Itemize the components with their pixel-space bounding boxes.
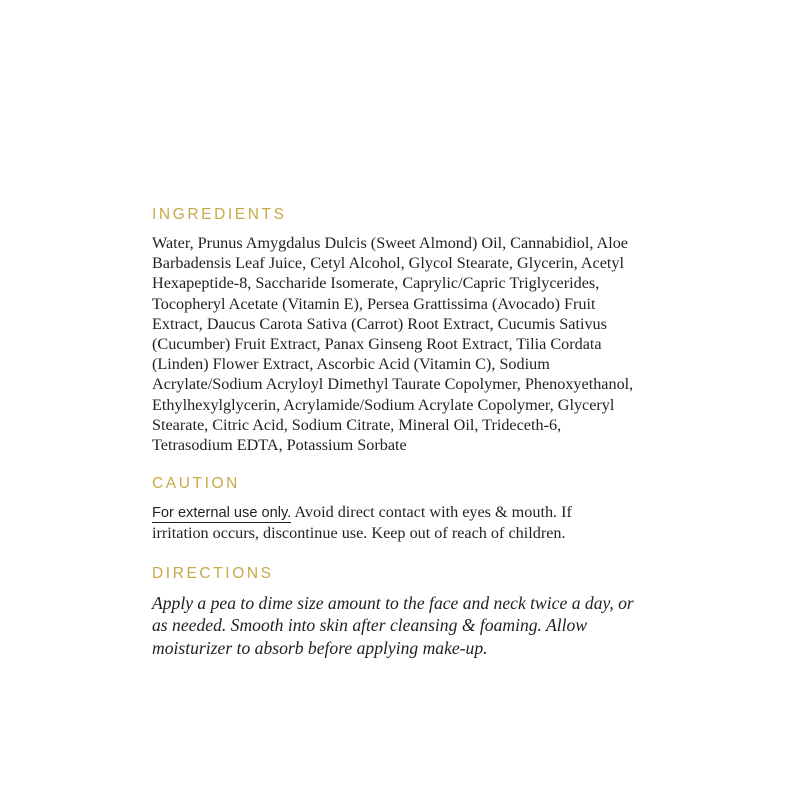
ingredients-section xyxy=(152,206,652,455)
directions-section xyxy=(152,565,652,660)
directions-heading: DIRECTIONS xyxy=(152,564,274,582)
caution-section xyxy=(152,475,652,543)
caution-heading: CAUTION xyxy=(152,475,240,493)
ingredients-heading: INGREDIENTS xyxy=(152,206,287,223)
product-label-panel xyxy=(152,206,652,659)
caution-text xyxy=(152,502,632,543)
caution-rest-text: Avoid direct contact with eyes & mouth. If irritation occurs, discontinue use. Keep out of reach of children. xyxy=(152,503,572,543)
ingredients-text: Water, Prunus Amygdalus Dulcis (Sweet Almond) Oil, Cannabidiol, Aloe Barbadensis Leaf Juice, Cetyl Alcohol, Glycol Stearate, Glycerin, Acetyl Hexapeptide-8, Saccharide Isomerate, Caprylic/Capric Triglycerides, Tocopheryl Acetate (Vitamin E), Persea Grattissima (Avocado) Fruit Extract, Daucus Carota Sativa (Carrot) Root Extract, Cucumis Sativus (Cucumber) Fruit Extract, Panax Ginseng Root Extract, Tilia Cordata (Linden) Flower Extract, Ascorbic Acid (Vitamin C), Sodium Acrylate/Sodium Acryloyl Dimethyl Taurate Copolymer, Phenoxyethanol, Ethylhexylglycerin, Acrylamide/Sodium Acrylate Copolymer, Glyceryl Stearate, Citric Acid, Sodium Citrate, Mineral Oil, Trideceth-6, Tetrasodium EDTA, Potassium Sorbate xyxy=(152,234,634,455)
caution-lead-text: For external use only. xyxy=(152,505,292,522)
directions-text: Apply a pea to dime size amount to the face and neck twice a day, or as needed. Smooth into skin after cleansing & foaming. Allow moisturizer to absorb before applying make-up. xyxy=(152,592,634,658)
